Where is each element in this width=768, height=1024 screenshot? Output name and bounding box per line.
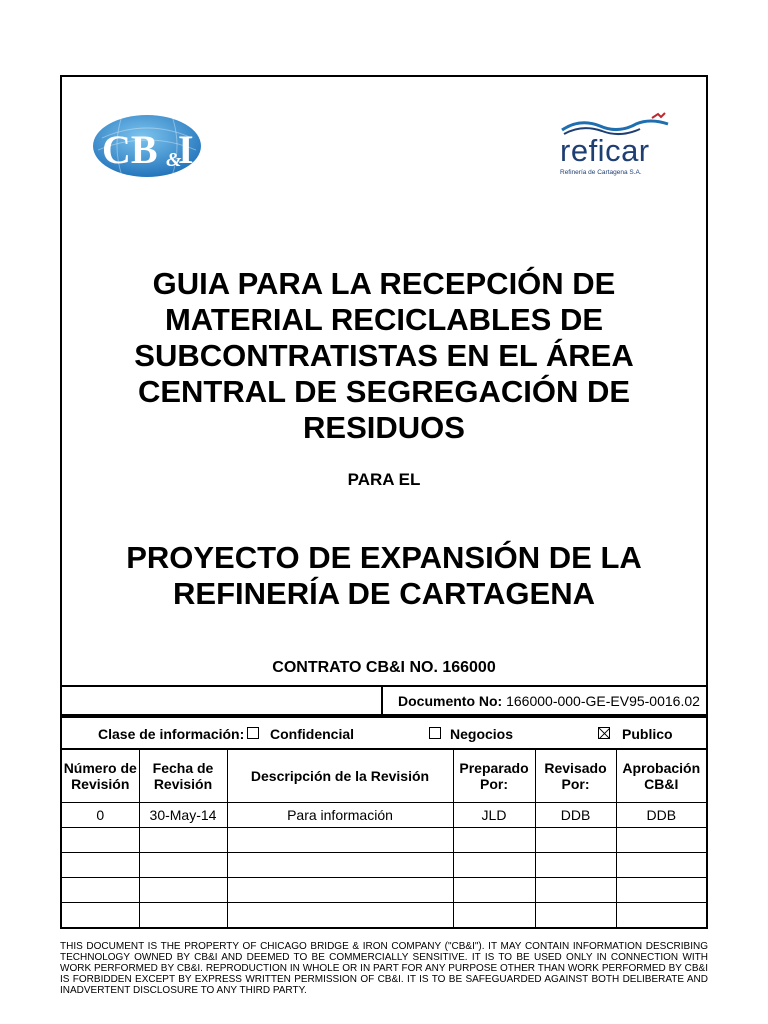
cell-empty — [616, 853, 706, 878]
col-header-preparado: Preparado Por: — [453, 750, 535, 803]
document-number — [398, 693, 700, 709]
table-row — [62, 903, 706, 928]
table-header-row — [62, 750, 706, 803]
cell-fecha: 30-May-14 — [139, 803, 227, 828]
cell-empty — [535, 828, 616, 853]
title-line: SUBCONTRATISTAS EN EL ÁREA — [134, 338, 634, 373]
document-number-value: 166000-000-GE-EV95-0016.02 — [506, 693, 700, 709]
reficar-wordmark: reficar — [560, 133, 650, 168]
cell-empty — [62, 853, 139, 878]
title-line: GUIA PARA LA RECEPCIÓN DE — [152, 266, 616, 301]
cell-empty — [535, 903, 616, 928]
cell-empty — [227, 903, 453, 928]
confidentiality-disclaimer: THIS DOCUMENT IS THE PROPERTY OF CHICAGO BRIDGE & IRON COMPANY ("CB&I"). IT MAY CONTAIN INFORMATION DESCRIBING TECHNOLOGY OWNED BY CB&I AND DEEMED TO BE COMMERCIALLY SENSITIVE. IT IS TO BE USED ONLY IN CONNECTION WITH WORK PERFORMED BY CB&I. REPRODUCTION IN WHOLE OR IN PART FOR ANY PURPOSE OTHER THAN WORK PERFORMED BY CB&I IS FORBIDDEN EXCEPT BY EXPRESS WRITTEN PERMISSION OF CB&I. IT IS TO BE SAFEGUARDED AGAINST BOTH DELIBERATE AND INADVERTENT DISCLOSURE TO ANY THIRD PARTY. — [60, 941, 708, 996]
document-number-box — [60, 687, 708, 716]
cell-empty — [616, 878, 706, 903]
svg-text:CB: CB — [102, 127, 158, 172]
cell-empty — [453, 878, 535, 903]
cell-preparado: JLD — [453, 803, 535, 828]
col-header-aprobacion: Aprobación CB&I — [616, 750, 706, 803]
negocios-label: Negocios — [450, 726, 514, 742]
cell-empty — [535, 853, 616, 878]
cell-empty — [227, 828, 453, 853]
reficar-logo — [556, 112, 676, 182]
confidencial-label: Confidencial — [270, 726, 355, 742]
publico-label: Publico — [622, 726, 673, 742]
title-line: CENTRAL DE SEGREGACIÓN DE — [137, 374, 631, 409]
cell-empty — [616, 903, 706, 928]
cell-empty — [139, 878, 227, 903]
project-title — [70, 540, 698, 612]
table-row — [62, 828, 706, 853]
cell-descripcion: Para información — [227, 803, 453, 828]
cell-aprobacion: DDB — [616, 803, 706, 828]
col-header-revisado: Revisado Por: — [535, 750, 616, 803]
cell-empty — [139, 828, 227, 853]
table-row — [62, 853, 706, 878]
docbox-divider — [381, 687, 383, 714]
cell-revisado: DDB — [535, 803, 616, 828]
table-row — [62, 878, 706, 903]
contract-number: CONTRATO CB&I NO. 166000 — [272, 659, 496, 676]
cell-empty — [62, 878, 139, 903]
table-row — [62, 803, 706, 828]
revision-block — [60, 716, 708, 929]
publico-checkbox[interactable] — [598, 727, 610, 739]
col-header-descripcion: Descripción de la Revisión — [227, 750, 453, 803]
title-line: MATERIAL RECICLABLES DE — [164, 302, 604, 337]
classification-label: Clase de información: — [98, 726, 245, 742]
svg-text:&: & — [166, 149, 182, 171]
para-el-label: PARA EL — [347, 470, 421, 489]
title-line: RESIDUOS — [303, 410, 465, 445]
reficar-subtitle: Refinería de Cartagena S.A. — [560, 169, 642, 176]
confidencial-checkbox[interactable] — [247, 727, 259, 739]
col-header-fecha: Fecha de Revisión — [139, 750, 227, 803]
document-number-label: Documento No: — [398, 693, 503, 709]
cell-empty — [139, 903, 227, 928]
cell-empty — [227, 853, 453, 878]
cell-empty — [616, 828, 706, 853]
cell-empty — [62, 903, 139, 928]
cell-empty — [62, 828, 139, 853]
svg-text:I: I — [178, 127, 194, 172]
cell-empty — [453, 853, 535, 878]
cell-empty — [535, 878, 616, 903]
revision-table — [62, 749, 706, 927]
cell-numero: 0 — [62, 803, 139, 828]
classification-row — [62, 718, 706, 749]
project-title-line: PROYECTO DE EXPANSIÓN DE LA — [126, 540, 642, 575]
col-header-numero: Número de Revisión — [62, 750, 139, 803]
cell-empty — [453, 903, 535, 928]
cell-empty — [227, 878, 453, 903]
project-title-line: REFINERÍA DE CARTAGENA — [173, 576, 595, 611]
document-title — [70, 266, 698, 446]
cell-empty — [139, 853, 227, 878]
cbi-logo — [92, 108, 202, 178]
cell-empty — [453, 828, 535, 853]
negocios-checkbox[interactable] — [429, 727, 441, 739]
